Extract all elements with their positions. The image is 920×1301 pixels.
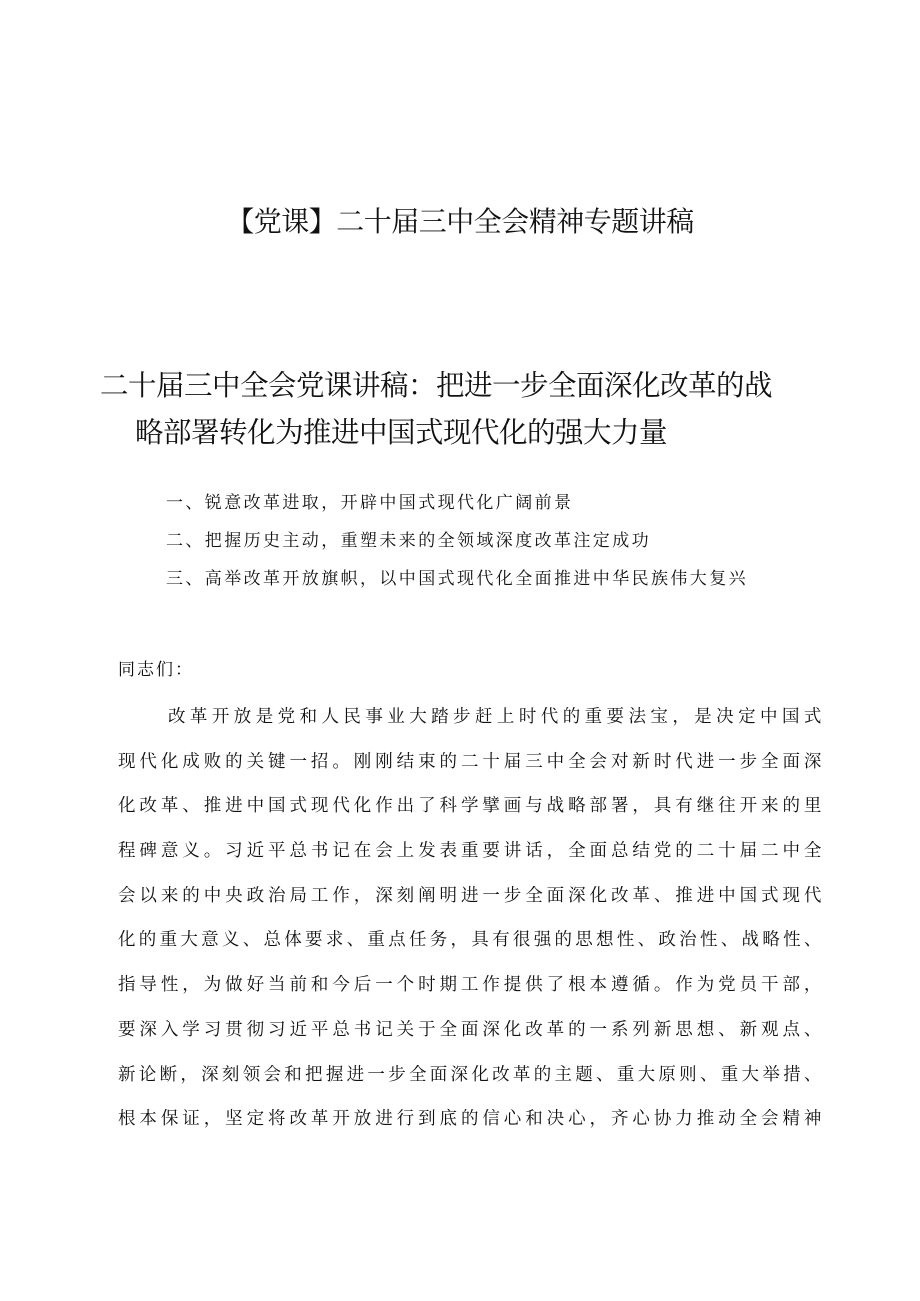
outline-item: 二、把握历史主动，重塑未来的全领域深度改革注定成功 bbox=[166, 531, 651, 551]
body-line: 要深入学习贯彻习近平总书记关于全面深化改革的一系列新思想、新观点、 bbox=[118, 1019, 823, 1040]
body-line: 程碑意义。习近平总书记在会上发表重要讲话，全面总结党的二十届二中全 bbox=[118, 841, 823, 862]
body-line: 改革开放是党和人民事业大踏步赶上时代的重要法宝，是决定中国式 bbox=[168, 707, 823, 727]
body-line: 指导性，为做好当前和今后一个时期工作提供了根本遵循。作为党员干部， bbox=[118, 975, 823, 996]
body-line: 化改革、推进中国式现代化作出了科学擘画与战略部署，具有继往开来的里 bbox=[118, 796, 823, 817]
body-line: 会以来的中央政治局工作，深刻阐明进一步全面深化改革、推进中国式现代 bbox=[118, 885, 823, 906]
salutation: 同志们： bbox=[118, 660, 194, 680]
body-line: 现代化成败的关键一招。刚刚结束的二十届三中全会对新时代进一步全面深 bbox=[118, 751, 823, 772]
outline-item: 三、高举改革开放旗帜，以中国式现代化全面推进中华民族伟大复兴 bbox=[166, 569, 748, 589]
speech-subtitle bbox=[100, 364, 822, 458]
document-title: 【党课】二十届三中全会精神专题讲稿 bbox=[226, 205, 694, 238]
body-line: 化的重大意义、总体要求、重点任务，具有很强的思想性、政治性、战略性、 bbox=[118, 930, 823, 951]
subtitle-line: 略部署转化为推进中国式现代化的强大力量 bbox=[135, 416, 668, 449]
outline-list bbox=[166, 484, 826, 598]
body-paragraph bbox=[118, 701, 823, 1148]
body-line: 新论断，深刻领会和把握进一步全面深化改革的主题、重大原则、重大举措、 bbox=[118, 1064, 823, 1085]
subtitle-line: 二十届三中全会党课讲稿：把进一步全面深化改革的战 bbox=[100, 369, 773, 402]
outline-item: 一、锐意改革进取，开辟中国式现代化广阔前景 bbox=[166, 493, 574, 513]
body-line: 根本保证，坚定将改革开放进行到底的信心和决心，齐心协力推动全会精神 bbox=[118, 1109, 823, 1130]
